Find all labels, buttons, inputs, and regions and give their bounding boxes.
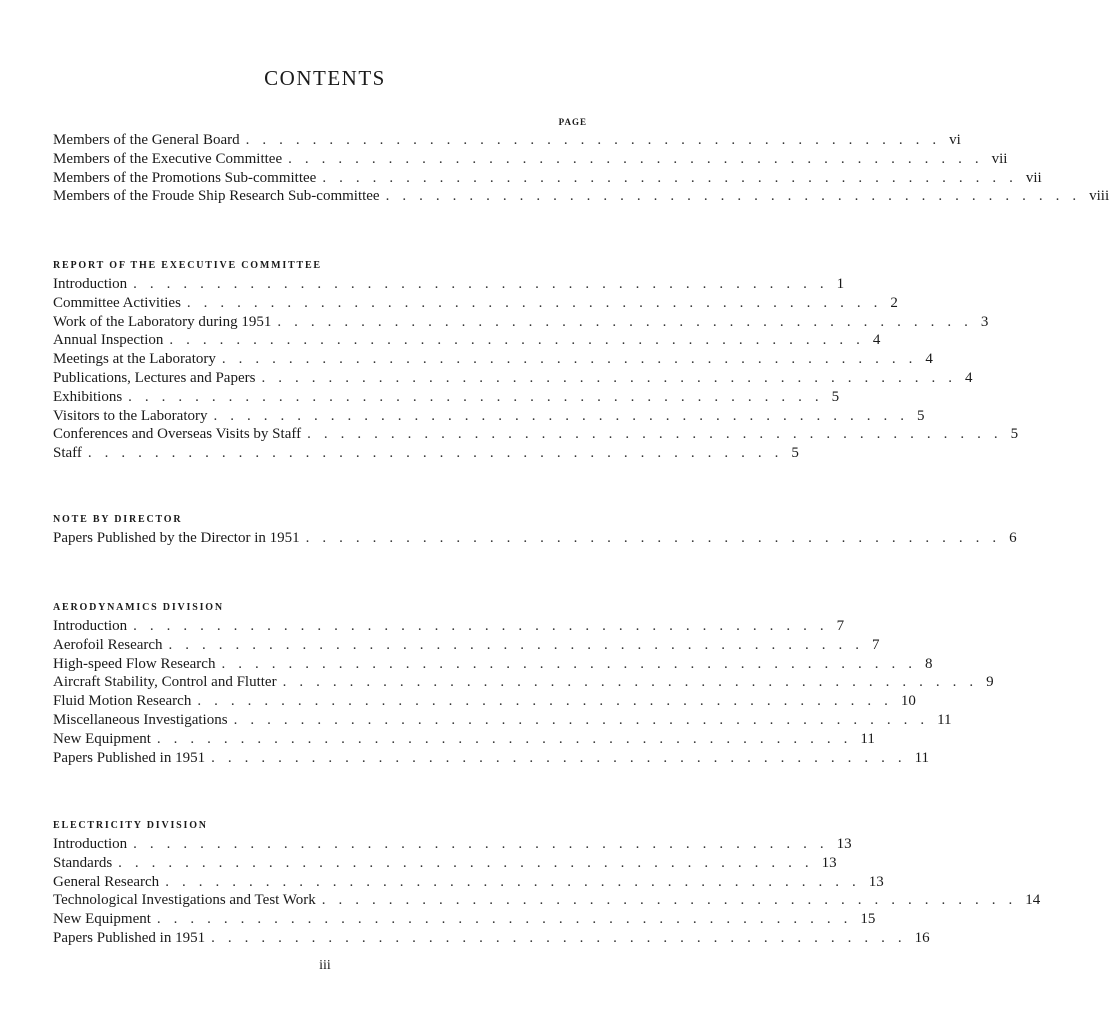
dot-leader: .......................................... <box>165 873 869 890</box>
toc-entry <box>53 425 1019 444</box>
entry-page: 8 <box>924 655 933 672</box>
dot-leader: .......................................... <box>305 530 1010 546</box>
toc-entry <box>53 350 933 369</box>
dot-leader: .......................................... <box>282 674 987 691</box>
toc-entry <box>53 169 1042 188</box>
toc-entry <box>53 444 799 463</box>
entry-label: Introduction <box>53 617 133 636</box>
toc-entry <box>53 636 880 655</box>
entry-page: 6 <box>1009 530 1017 546</box>
entry-page: 13 <box>868 873 884 890</box>
dot-leader: .......................................... <box>186 294 891 311</box>
dot-leader: .......................................... <box>307 426 1011 443</box>
toc-entry <box>53 910 876 929</box>
dot-leader: .......................................... <box>221 655 925 672</box>
toc-entry <box>53 313 989 332</box>
toc-entry <box>53 131 961 150</box>
entry-label: Fluid Motion Research <box>53 692 197 711</box>
page-folio: iii <box>319 958 331 973</box>
entry-page: 11 <box>914 749 930 766</box>
toc-entry <box>53 388 840 407</box>
section-heading: REPORT OF THE EXECUTIVE COMMITTEE <box>53 260 322 271</box>
entry-label: Committee Activities <box>53 294 187 313</box>
toc-entry <box>53 617 845 636</box>
dot-leader: .......................................... <box>245 132 950 148</box>
dot-leader: .......................................... <box>261 369 965 386</box>
entry-label: Papers Published in 1951 <box>53 929 211 948</box>
toc-entry <box>53 294 898 313</box>
dot-leader: .......................................... <box>133 836 837 852</box>
entry-label: New Equipment <box>53 910 157 929</box>
dot-leader: .......................................... <box>133 276 837 292</box>
toc-entry <box>53 749 930 768</box>
section-executive-committee <box>53 257 1019 463</box>
entry-label: General Research <box>53 873 165 892</box>
toc-entry <box>53 369 973 388</box>
section-board-members <box>53 131 1109 206</box>
entry-page: 4 <box>964 369 973 386</box>
toc-entry <box>53 655 933 674</box>
section-heading: ELECTRICITY DIVISION <box>53 820 208 831</box>
entry-label: Members of the Executive Committee <box>53 150 288 169</box>
entry-label: Work of the Laboratory during 1951 <box>53 313 277 332</box>
section-heading: AERODYNAMICS DIVISION <box>53 602 224 613</box>
dot-leader: .......................................... <box>233 711 938 728</box>
dot-leader: .......................................... <box>156 730 861 747</box>
entry-label: Members of the Froude Ship Research Sub-committee <box>53 187 386 206</box>
entry-page: 13 <box>836 836 852 852</box>
dot-leader: .......................................... <box>221 351 926 368</box>
entry-page: 4 <box>872 332 881 349</box>
toc-entry <box>53 673 994 692</box>
entry-page: 14 <box>1025 892 1041 909</box>
dot-leader: .......................................... <box>169 332 873 349</box>
toc-entry <box>53 873 884 892</box>
entry-label: Standards <box>53 854 118 873</box>
entry-label: Staff <box>53 444 88 463</box>
entry-label: Conferences and Overseas Visits by Staff <box>53 425 307 444</box>
entry-label: Technological Investigations and Test Work <box>53 891 322 910</box>
entry-label: Aerofoil Research <box>53 636 169 655</box>
entry-label: Publications, Lectures and Papers <box>53 369 261 388</box>
toc-entry <box>53 187 1109 206</box>
entry-page: 1 <box>836 276 845 292</box>
entry-page: 7 <box>836 618 845 634</box>
toc-entry <box>53 529 1017 548</box>
toc-entry <box>53 891 1041 910</box>
dot-leader: .......................................... <box>211 929 915 946</box>
entry-page: 7 <box>872 636 880 653</box>
entry-label: Meetings at the Laboratory <box>53 350 222 369</box>
entry-page: 5 <box>831 388 840 405</box>
dot-leader: .......................................... <box>277 313 981 330</box>
toc-entry <box>53 692 916 711</box>
entry-page: vii <box>1025 169 1042 186</box>
entry-page: 11 <box>860 730 875 747</box>
entry-label: Aircraft Stability, Control and Flutter <box>53 673 283 692</box>
entry-page: 16 <box>914 929 930 946</box>
dot-leader: .......................................... <box>118 854 822 871</box>
entry-label: Annual Inspection <box>53 331 169 350</box>
entry-page: 11 <box>937 711 952 728</box>
toc-entry <box>53 854 837 873</box>
toc-entry <box>53 331 881 350</box>
entry-page: 5 <box>791 445 799 462</box>
section-heading: NOTE BY DIRECTOR <box>53 514 183 525</box>
entry-label: Visitors to the Laboratory <box>53 407 213 426</box>
entry-page: 9 <box>986 674 994 691</box>
entry-label: Introduction <box>53 835 133 854</box>
toc-entry <box>53 730 875 749</box>
section-aerodynamics-division <box>53 599 994 767</box>
entry-page: 5 <box>916 407 925 424</box>
entry-label: Introduction <box>53 275 133 294</box>
dot-leader: .......................................... <box>133 618 837 634</box>
entry-label: Members of the Promotions Sub-committee <box>53 169 322 188</box>
dot-leader: .......................................... <box>213 407 917 424</box>
toc-entry <box>53 929 930 948</box>
entry-page: viii <box>1089 188 1109 205</box>
page-title: CONTENTS <box>264 66 386 90</box>
entry-page: 4 <box>925 351 933 368</box>
entry-label: High-speed Flow Research <box>53 655 221 674</box>
entry-page: 5 <box>1010 426 1019 443</box>
toc-entry <box>53 835 852 854</box>
dot-leader: .......................................... <box>321 892 1026 909</box>
entry-page: 13 <box>821 854 837 871</box>
entry-page: 3 <box>980 313 989 330</box>
entry-label: New Equipment <box>53 730 157 749</box>
entry-label: Miscellaneous Investigations <box>53 711 234 730</box>
dot-leader: .......................................... <box>385 188 1090 205</box>
entry-label: Members of the General Board <box>53 131 246 150</box>
dot-leader: .......................................... <box>197 693 901 710</box>
page-column-label: PAGE <box>558 117 587 127</box>
entry-page: 2 <box>890 294 898 311</box>
section-note-by-director <box>53 511 1017 548</box>
entry-label: Papers Published in 1951 <box>53 749 211 768</box>
toc-entry <box>53 711 952 730</box>
dot-leader: .......................................... <box>211 749 915 766</box>
entry-page: vii <box>991 150 1008 167</box>
dot-leader: .......................................... <box>168 636 873 653</box>
dot-leader: .......................................... <box>322 169 1026 186</box>
entry-page: 10 <box>900 693 916 710</box>
toc-entry <box>53 150 1008 169</box>
entry-page: vi <box>949 132 961 148</box>
entry-label: Exhibitions <box>53 388 128 407</box>
dot-leader: .......................................... <box>87 445 792 462</box>
entry-label: Papers Published by the Director in 1951 <box>53 529 306 548</box>
entry-page: 15 <box>860 911 876 928</box>
dot-leader: .......................................... <box>156 911 861 928</box>
dot-leader: .......................................... <box>128 388 832 405</box>
toc-entry <box>53 407 925 426</box>
toc-entry <box>53 275 845 294</box>
dot-leader: .......................................... <box>288 150 992 167</box>
section-electricity-division <box>53 817 1041 948</box>
